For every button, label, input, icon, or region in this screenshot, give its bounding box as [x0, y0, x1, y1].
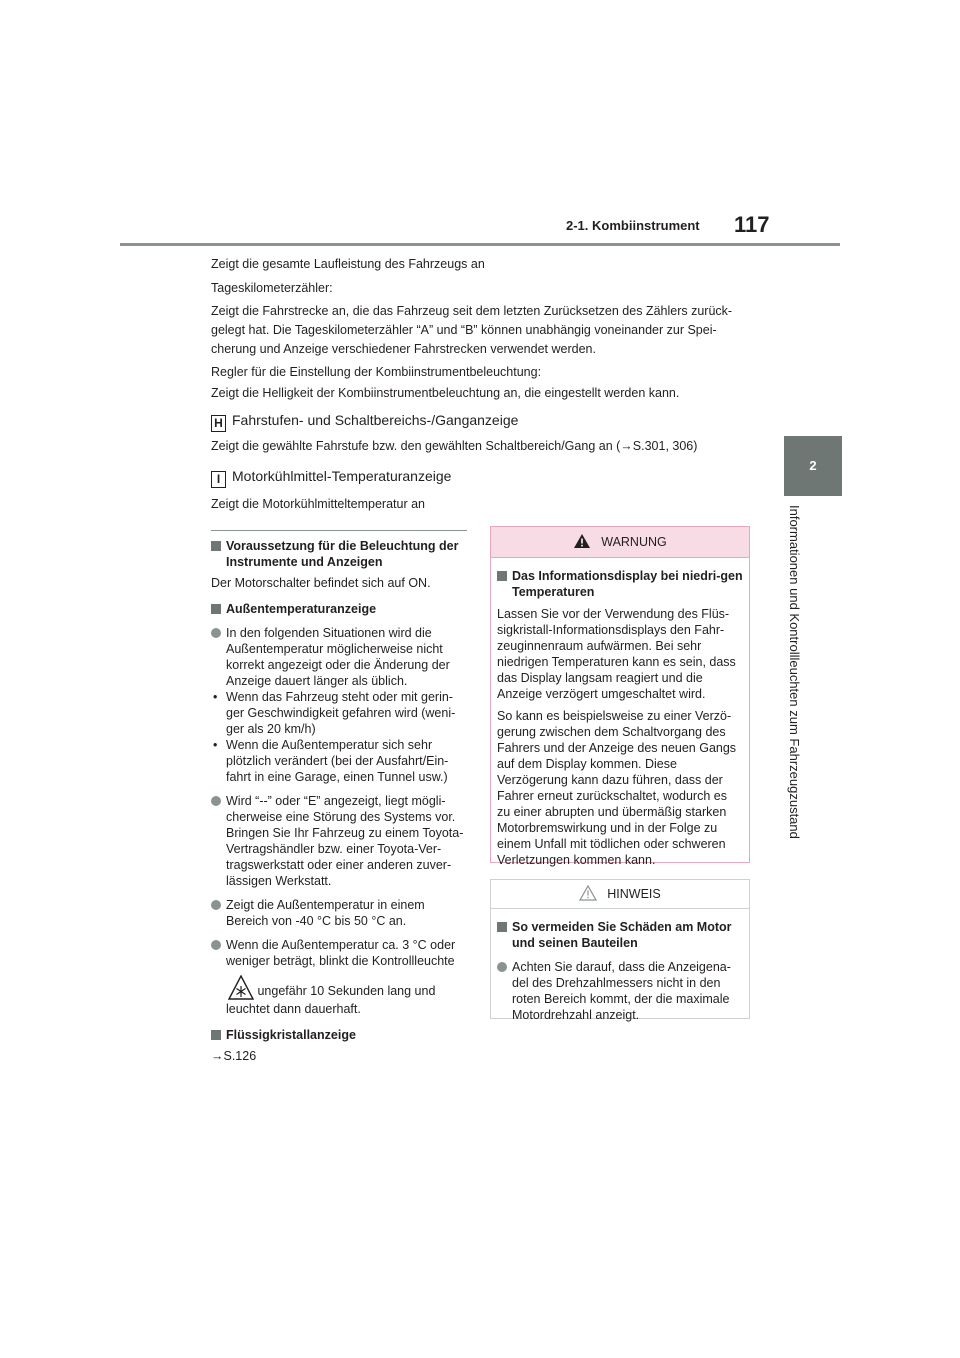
note-ice-warning-text: ungefähr 10 Sekunden lang und leuchtet dann dauerhaft. — [226, 984, 436, 1016]
trip-meter-line-1: Zeigt die Fahrstrecke an, die das Fahrzeug seit dem letzten Zurücksetzen des Zählers zurück- — [211, 304, 733, 318]
caution-triangle-icon — [579, 883, 597, 911]
note-ice-warning-cont — [211, 975, 467, 1017]
hint-box — [490, 879, 750, 1022]
column-divider — [211, 530, 467, 531]
chapter-title-vertical — [787, 505, 807, 855]
section-h-text: Zeigt die gewählte Fahrstufe bzw. den gewählten Schaltbereich/Gang an (→S.301, 306) — [211, 439, 698, 453]
chapter-tab: 2 — [784, 436, 842, 496]
dimmer-label: Regler für die Einstellung der Kombiinstrumentbeleuchtung: — [211, 365, 542, 379]
section-h-marker: H — [211, 415, 226, 432]
warning-box — [490, 526, 750, 867]
note-heading-lcd: Flüssigkristallanzeige — [211, 1027, 467, 1043]
note-item-ice-warning: Wenn die Außentemperatur ca. 3 °C oder weniger beträgt, blinkt die Kontrollleuchte — [211, 937, 467, 969]
section-i-marker: I — [211, 471, 226, 488]
note-item-malfunction: Wird “--” oder “E” angezeigt, liegt mögli-cherweise eine Störung des Systems vor. Bringen Sie Ihr Fahrzeug zu einem Toyota-Vertragshändler bzw. einer Toyota-Ver-tragswerkstatt oder einer anderen zuver-lässigen Werkstatt. — [211, 793, 467, 889]
note-subitem-sudden-change: • Wenn die Außentemperatur sich sehr plötzlich verändert (bei der Ausfahrt/Ein-fahrt in eine Garage, einen Tunnel usw.) — [211, 737, 467, 785]
section-i-text: Zeigt die Motorkühlmitteltemperatur an — [211, 497, 425, 511]
mileage-text: Zeigt die gesamte Laufleistung des Fahrzeugs an — [211, 257, 485, 271]
ice-warning-icon — [228, 975, 254, 1001]
chapter-title: Informationen und Kontrollleuchten zum Fahrzeugzustand — [787, 505, 802, 839]
notes-column — [211, 530, 467, 1064]
trip-meter-label: Tageskilometerzähler: — [211, 281, 333, 295]
hint-title: HINWEIS — [607, 887, 661, 901]
note-subitem-slow: • Wenn das Fahrzeug steht oder mit gerin-ger Geschwindigkeit gefahren wird (weni-ger als 20 km/h) — [211, 689, 467, 737]
section-h-heading — [211, 412, 518, 432]
dimmer-text: Zeigt die Helligkeit der Kombiinstrumentbeleuchtung an, die eingestellt werden kann. — [211, 386, 680, 400]
trip-meter-line-2: gelegt hat. Die Tageskilometerzähler “A” und “B” können unabhängig voneinander zur Spei- — [211, 323, 717, 337]
warning-paragraph-2: So kann es beispielsweise zu einer Verzö-gerung zwischen dem Schaltvorgang des Fahrers und der Anzeige des neuen Gangs auf dem Display kommen. Diese Verzögerung kann dazu führen, dass der Fahrer erneut zurückschaltet, wodurch es zu einer abrupten und übermäßig starken Motorbremswirkung und in der Folge zu einem Unfall mit tödlichen oder schweren Verletzungen kommen kann. — [497, 709, 737, 867]
trip-meter-line-3: cherung und Anzeige verschiedener Fahrstrecken verwendet werden. — [211, 342, 596, 356]
page-number: 117 — [734, 212, 770, 237]
hint-title-bar — [491, 880, 749, 909]
note-heading-lighting: Voraussetzung für die Beleuchtung der Instrumente und Anzeigen — [211, 538, 467, 570]
hint-item-tachometer: Achten Sie darauf, dass die Anzeigena-del des Drehzahlmessers nicht in den roten Bereich kommt, der die maximale Motordrehzahl anzeigt. — [497, 959, 743, 1023]
warning-triangle-icon — [573, 530, 591, 560]
header-divider — [120, 243, 840, 246]
section-h-title: Fahrstufen- und Schaltbereichs-/Ganganzeige — [232, 412, 519, 428]
note-item-range: Zeigt die Außentemperatur in einem Bereich von -40 °C bis 50 °C an. — [211, 897, 467, 929]
warning-heading: Das Informationsdisplay bei niedri-gen Temperaturen — [497, 568, 743, 600]
warning-paragraph-1: Lassen Sie vor der Verwendung des Flüs-sigkristall-Informationsdisplays den Fahr-zeuginnenraum aufwärmen. Bei sehr niedrigen Temperaturen kann es sein, dass das Display langsam reagiert und die Anzeige verzögert umgeschaltet wird. — [497, 607, 736, 701]
note-item-inaccurate: In den folgenden Situationen wird die Außentemperatur möglicherweise nicht korrekt angezeigt oder die Änderung der Anzeige dauert länger als üblich. — [211, 625, 467, 689]
section-title: 2-1. Kombiinstrument — [566, 218, 700, 233]
warning-title-bar — [491, 527, 749, 558]
note-heading-outside-temp: Außentemperaturanzeige — [211, 601, 467, 617]
section-i-title: Motorkühlmittel-Temperaturanzeige — [232, 468, 452, 484]
warning-title: WARNUNG — [601, 535, 667, 549]
section-i-heading — [211, 468, 451, 488]
hint-heading: So vermeiden Sie Schäden am Motor und seinen Bauteilen — [497, 919, 743, 951]
note-text-lighting: Der Motorschalter befindet sich auf ON. — [211, 576, 431, 590]
note-text-lcd-ref: →S.126 — [211, 1049, 257, 1063]
